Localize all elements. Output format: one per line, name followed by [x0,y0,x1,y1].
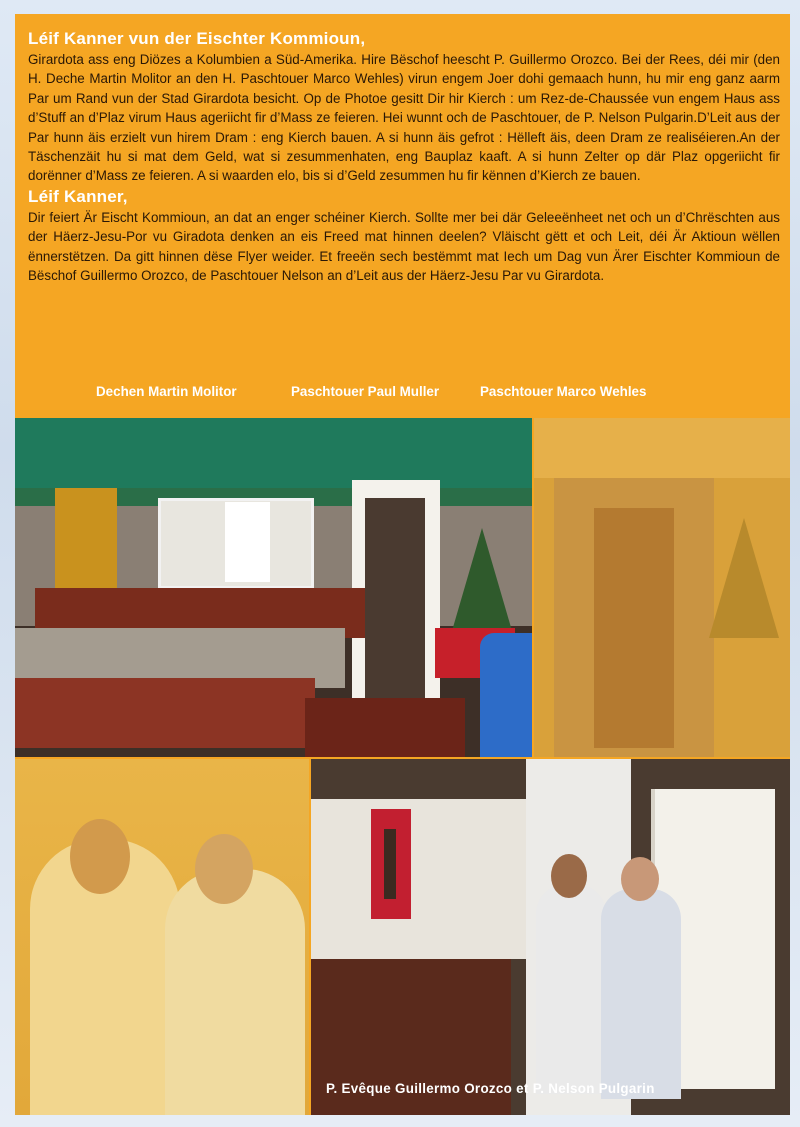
front-bench [15,678,315,748]
red-floor [305,698,465,757]
man-left-head [70,819,130,894]
roof-tinted [534,418,790,478]
signature-paul-muller: Paschtouer Paul Muller [291,384,440,399]
letter-text [28,28,780,285]
poster [55,488,117,598]
crucifix [384,829,396,899]
photo-men-tinted [15,759,309,1115]
man-right [165,869,305,1115]
paragraph-appeal: Dir feiert Är Eischt Kommioun, an dat an enger schéiner Kierch. Sollte mer bei där Geleeënheet net och un d’Chrëschten aus der Häerz-Jesu-Por vu Giradota denken an eis Freed mat hinnen deelen? Vläischt gëtt et och Leit, déi Är Aktioun wëllen ënnerstëtzen. Da gitt hinnen dëse Flyer weider. Et freeën sech bestëmmt mat Iech um Dag vun Ärer Eischter Kommioun de Bëschof Guillermo Orozco, de Paschtouer Nelson an d’Leit aus der Häerz-Jesu Par vu Girardota. [28,209,780,284]
bishop [601,889,681,1099]
corridor-tinted [594,508,674,748]
curtain [225,502,270,582]
photo-chapel-interior [15,418,532,757]
signature-marco-wehles: Paschtouer Marco Wehles [480,384,647,399]
heading-dear-children: Léif Kanner, [28,186,128,206]
photo-bishop-and-priest [311,759,790,1115]
signature-martin-molitor: Dechen Martin Molitor [96,384,237,399]
paragraph-girardota-story: Girardota ass eng Diözes a Kolumbien a Süd-Amerika. Hire Bëschof heescht P. Guillermo Orozco. Bei der Rees, déi mir (den H. Deche Martin Molitor an den H. Paschtouer Marco Wehles) virun engem Joer dohi gemaach hunn, hu mir eng ganz aarm Par um Rand vun der Stad Girardota besicht. Op de Photoe gesitt Dir hir Kierch : um Rez-de-Chaussée vun engem Haus ass d’Stuff an d’Plaz virum Haus ageriicht fir d’Mass ze feieren. Hei wunnt och de Paschtouer, de P. Nelson Pulgarin.D’Leit aus der Par hunn äis erzielt vun hirem Dram : eng Kierch bauen. A si hunn äis gefrot : Hëlleft äis, deen Dram ze realiséieren.An der Täschenzäit hu si mat dem Geld, wat si zesummenhaten, eng Bauplaz kaaft. A si hunn Zelter op där Plaz opgeriicht fir dorënner d’Mass ze feieren. A si waarden elo, bis si d’Geld zesummen hu fir kënnen d’Kierch ze bauen. [28,52,780,184]
man-right-head [195,834,253,904]
heading-first-communion-children: Léif Kanner vun der Eischter Kommioun, [28,29,366,48]
flyer-page [15,14,790,1115]
young-man-head [551,854,587,898]
bishop-head [621,857,659,901]
young-man [536,884,606,1094]
blue-chairs [480,633,532,757]
altar-curtain [311,799,526,959]
signature-row [15,384,790,404]
tree-tinted [709,518,779,638]
photo-caption: P. Evêque Guillermo Orozco et P. Nelson Pulgarin [326,1081,655,1096]
photo-chapel-tinted [534,418,790,757]
